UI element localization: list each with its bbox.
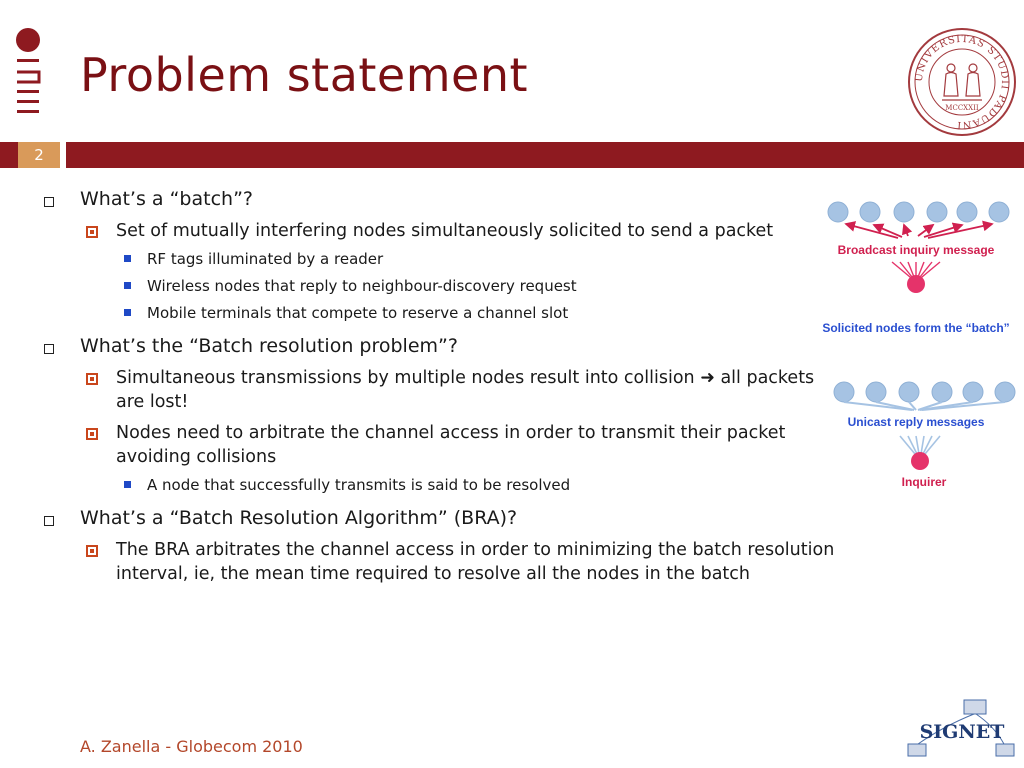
bullet-collision: [42, 366, 842, 414]
bullet-bra-definition: The BRA arbitrates the channel access in order to minimizing the batch resolution interval, ie, the mean time required to resolve all the nodes in the batch: [42, 538, 842, 586]
inquirer-node-bottom: [911, 452, 929, 470]
bullet-bra: What’s a “Batch Resolution Algorithm” (BRA)?: [42, 506, 842, 531]
bullet-what-is-batch: What’s a “batch”?: [42, 187, 842, 212]
university-seal-icon: [906, 26, 1018, 138]
batch-nodes-top: [828, 202, 1009, 222]
bullet-wireless-nodes: Wireless nodes that reply to neighbour-discovery request: [42, 276, 842, 297]
signet-logo-icon: [904, 696, 1020, 764]
svg-text:MCCXXII: MCCXXII: [945, 104, 979, 112]
broadcast-arrows: [846, 224, 992, 238]
university-side-logo: [10, 26, 46, 126]
unicast-reply-lines: [844, 402, 1005, 410]
bullet-arbitrate: Nodes need to arbitrate the channel access in order to transmit their packet avoiding collisions: [42, 421, 842, 469]
bullet-mobile-terminals: Mobile terminals that compete to reserve a channel slot: [42, 303, 842, 324]
solicited-label: Solicited nodes form the “batch”: [822, 321, 1010, 335]
slide-footer: A. Zanella - Globecom 2010: [80, 737, 303, 756]
broadcast-label: Broadcast inquiry message: [837, 243, 995, 257]
bullet-rf-tags: RF tags illuminated by a reader: [42, 249, 842, 270]
bullet-batch-resolution-problem: What’s the “Batch resolution problem”?: [42, 334, 842, 359]
unicast-label: Unicast reply messages: [847, 415, 985, 429]
slide-number: 2: [18, 142, 60, 168]
packets-lost-text: all packets are lost!: [116, 368, 815, 412]
right-arrow-icon: ➜: [700, 368, 715, 388]
svg-text:UNIVERSITAS STUDII PADUANI: UNIVERSITAS STUDII PADUANI: [913, 33, 1011, 131]
batch-nodes-bottom: [834, 382, 1015, 402]
slide-content: [42, 178, 842, 586]
bullet-batch-definition: Set of mutually interfering nodes simultaneously solicited to send a packet: [42, 219, 842, 243]
header-band: [66, 142, 1024, 168]
inquirer-node-top: [907, 275, 925, 293]
batch-diagram: [812, 196, 1024, 496]
header-band-left: [0, 142, 18, 168]
slide-title: Problem statement: [80, 48, 529, 102]
collision-text: Simultaneous transmissions by multiple nodes result into collision: [116, 368, 695, 388]
inquirer-label: Inquirer: [901, 475, 947, 489]
bullet-resolved: A node that successfully transmits is said to be resolved: [42, 475, 842, 496]
svg-text:SIGNET: SIGNET: [919, 721, 1005, 743]
